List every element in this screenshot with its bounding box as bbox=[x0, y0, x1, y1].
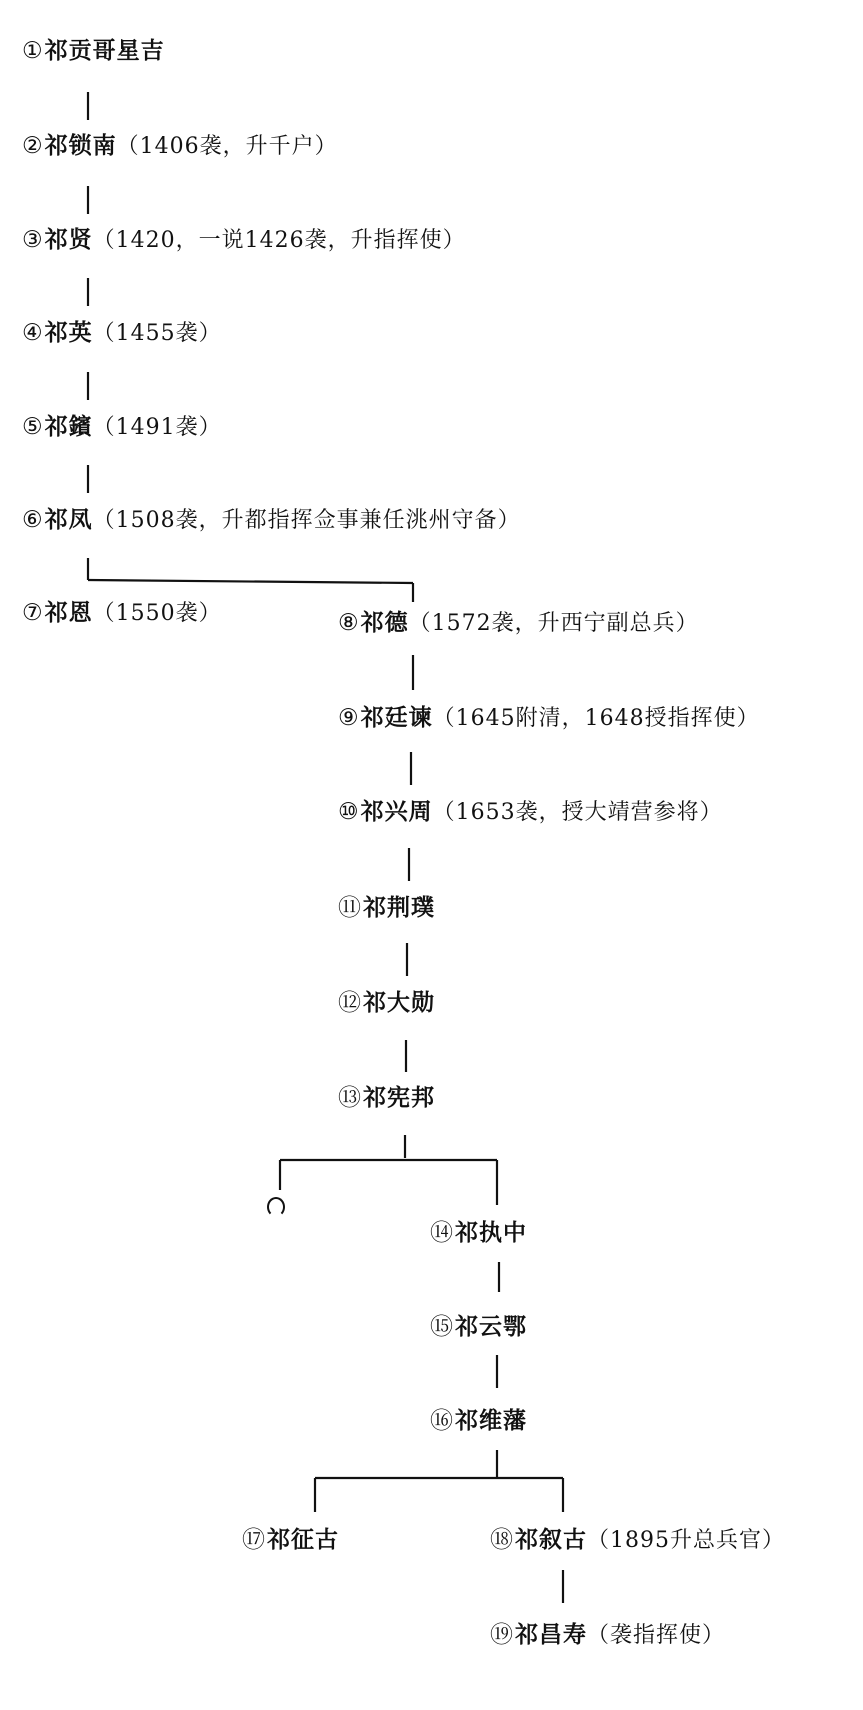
node-1-name: 祁贡哥星吉 bbox=[44, 37, 165, 64]
node-9 bbox=[338, 703, 760, 734]
node-14-number: ⑭ bbox=[430, 1220, 454, 1246]
node-3 bbox=[22, 225, 466, 256]
node-2-number: ② bbox=[22, 133, 44, 159]
node-8-name: 祁德 bbox=[360, 609, 409, 636]
node-19 bbox=[490, 1620, 725, 1651]
node-6 bbox=[22, 505, 521, 536]
node-6-note: （1508袭，升都指挥佥事兼任洮州守备） bbox=[92, 508, 521, 533]
node-12-name: 祁大勋 bbox=[363, 989, 435, 1016]
node-14-name: 祁执中 bbox=[455, 1219, 527, 1246]
node-5-note: （1491袭） bbox=[92, 415, 222, 440]
node-17-name: 祁征古 bbox=[267, 1526, 339, 1553]
node-9-number: ⑨ bbox=[338, 705, 360, 731]
node-7-number: ⑦ bbox=[22, 600, 44, 626]
node-11-number: ⑪ bbox=[338, 895, 362, 921]
node-5-number: ⑤ bbox=[22, 414, 44, 440]
node-13 bbox=[338, 1083, 435, 1113]
node-7-note: （1550袭） bbox=[92, 601, 222, 626]
node-12 bbox=[338, 988, 435, 1018]
node-2-note: （1406袭，升千户） bbox=[116, 134, 338, 159]
node-19-note: （袭指挥使） bbox=[587, 1623, 726, 1648]
node-16 bbox=[430, 1406, 527, 1436]
node-16-number: ⑯ bbox=[430, 1408, 454, 1434]
node-19-name: 祁昌寿 bbox=[515, 1621, 587, 1648]
node-13-name: 祁宪邦 bbox=[363, 1084, 435, 1111]
node-15 bbox=[430, 1312, 527, 1342]
node-10-number: ⑩ bbox=[338, 799, 360, 825]
unnamed-branch-circle bbox=[267, 1197, 285, 1217]
node-15-name: 祁云鄂 bbox=[455, 1313, 527, 1340]
node-1-number: ① bbox=[22, 38, 44, 64]
split-6-bar bbox=[88, 580, 413, 583]
node-4-note: （1455袭） bbox=[92, 321, 222, 346]
node-17-number: ⑰ bbox=[242, 1527, 266, 1553]
node-12-number: ⑫ bbox=[338, 990, 362, 1016]
node-3-note: （1420，一说1426袭，升指挥使） bbox=[92, 228, 466, 253]
node-7 bbox=[22, 598, 222, 629]
node-18-name: 祁叙古 bbox=[515, 1526, 587, 1553]
node-11-name: 祁荆璞 bbox=[363, 894, 435, 921]
node-6-name: 祁凤 bbox=[44, 506, 93, 533]
node-6-number: ⑥ bbox=[22, 507, 44, 533]
node-8 bbox=[338, 608, 699, 639]
node-19-number: ⑲ bbox=[490, 1622, 514, 1648]
node-4-number: ④ bbox=[22, 320, 44, 346]
node-8-number: ⑧ bbox=[338, 610, 360, 636]
node-14 bbox=[430, 1218, 527, 1248]
node-18 bbox=[490, 1525, 785, 1556]
node-8-note: （1572袭，升西宁副总兵） bbox=[408, 611, 699, 636]
node-17 bbox=[242, 1525, 339, 1555]
node-7-name: 祁恩 bbox=[44, 599, 93, 626]
node-5-name: 祁鑌 bbox=[44, 413, 93, 440]
node-1 bbox=[22, 36, 165, 67]
node-4 bbox=[22, 318, 222, 349]
node-18-note: （1895升总兵官） bbox=[587, 1528, 785, 1553]
node-3-number: ③ bbox=[22, 227, 44, 253]
node-10-name: 祁兴周 bbox=[360, 798, 433, 825]
node-9-note: （1645附清，1648授指挥使） bbox=[432, 706, 760, 731]
node-2-name: 祁锁南 bbox=[44, 132, 117, 159]
node-10 bbox=[338, 797, 723, 828]
node-9-name: 祁廷谏 bbox=[360, 704, 433, 731]
node-15-number: ⑮ bbox=[430, 1314, 454, 1340]
node-2 bbox=[22, 131, 338, 162]
node-13-number: ⑬ bbox=[338, 1085, 362, 1111]
node-3-name: 祁贤 bbox=[44, 226, 93, 253]
node-18-number: ⑱ bbox=[490, 1527, 514, 1553]
node-10-note: （1653袭，授大靖营参将） bbox=[432, 800, 723, 825]
node-5 bbox=[22, 412, 222, 443]
node-4-name: 祁英 bbox=[44, 319, 93, 346]
node-16-name: 祁维藩 bbox=[455, 1407, 527, 1434]
node-11 bbox=[338, 893, 435, 923]
